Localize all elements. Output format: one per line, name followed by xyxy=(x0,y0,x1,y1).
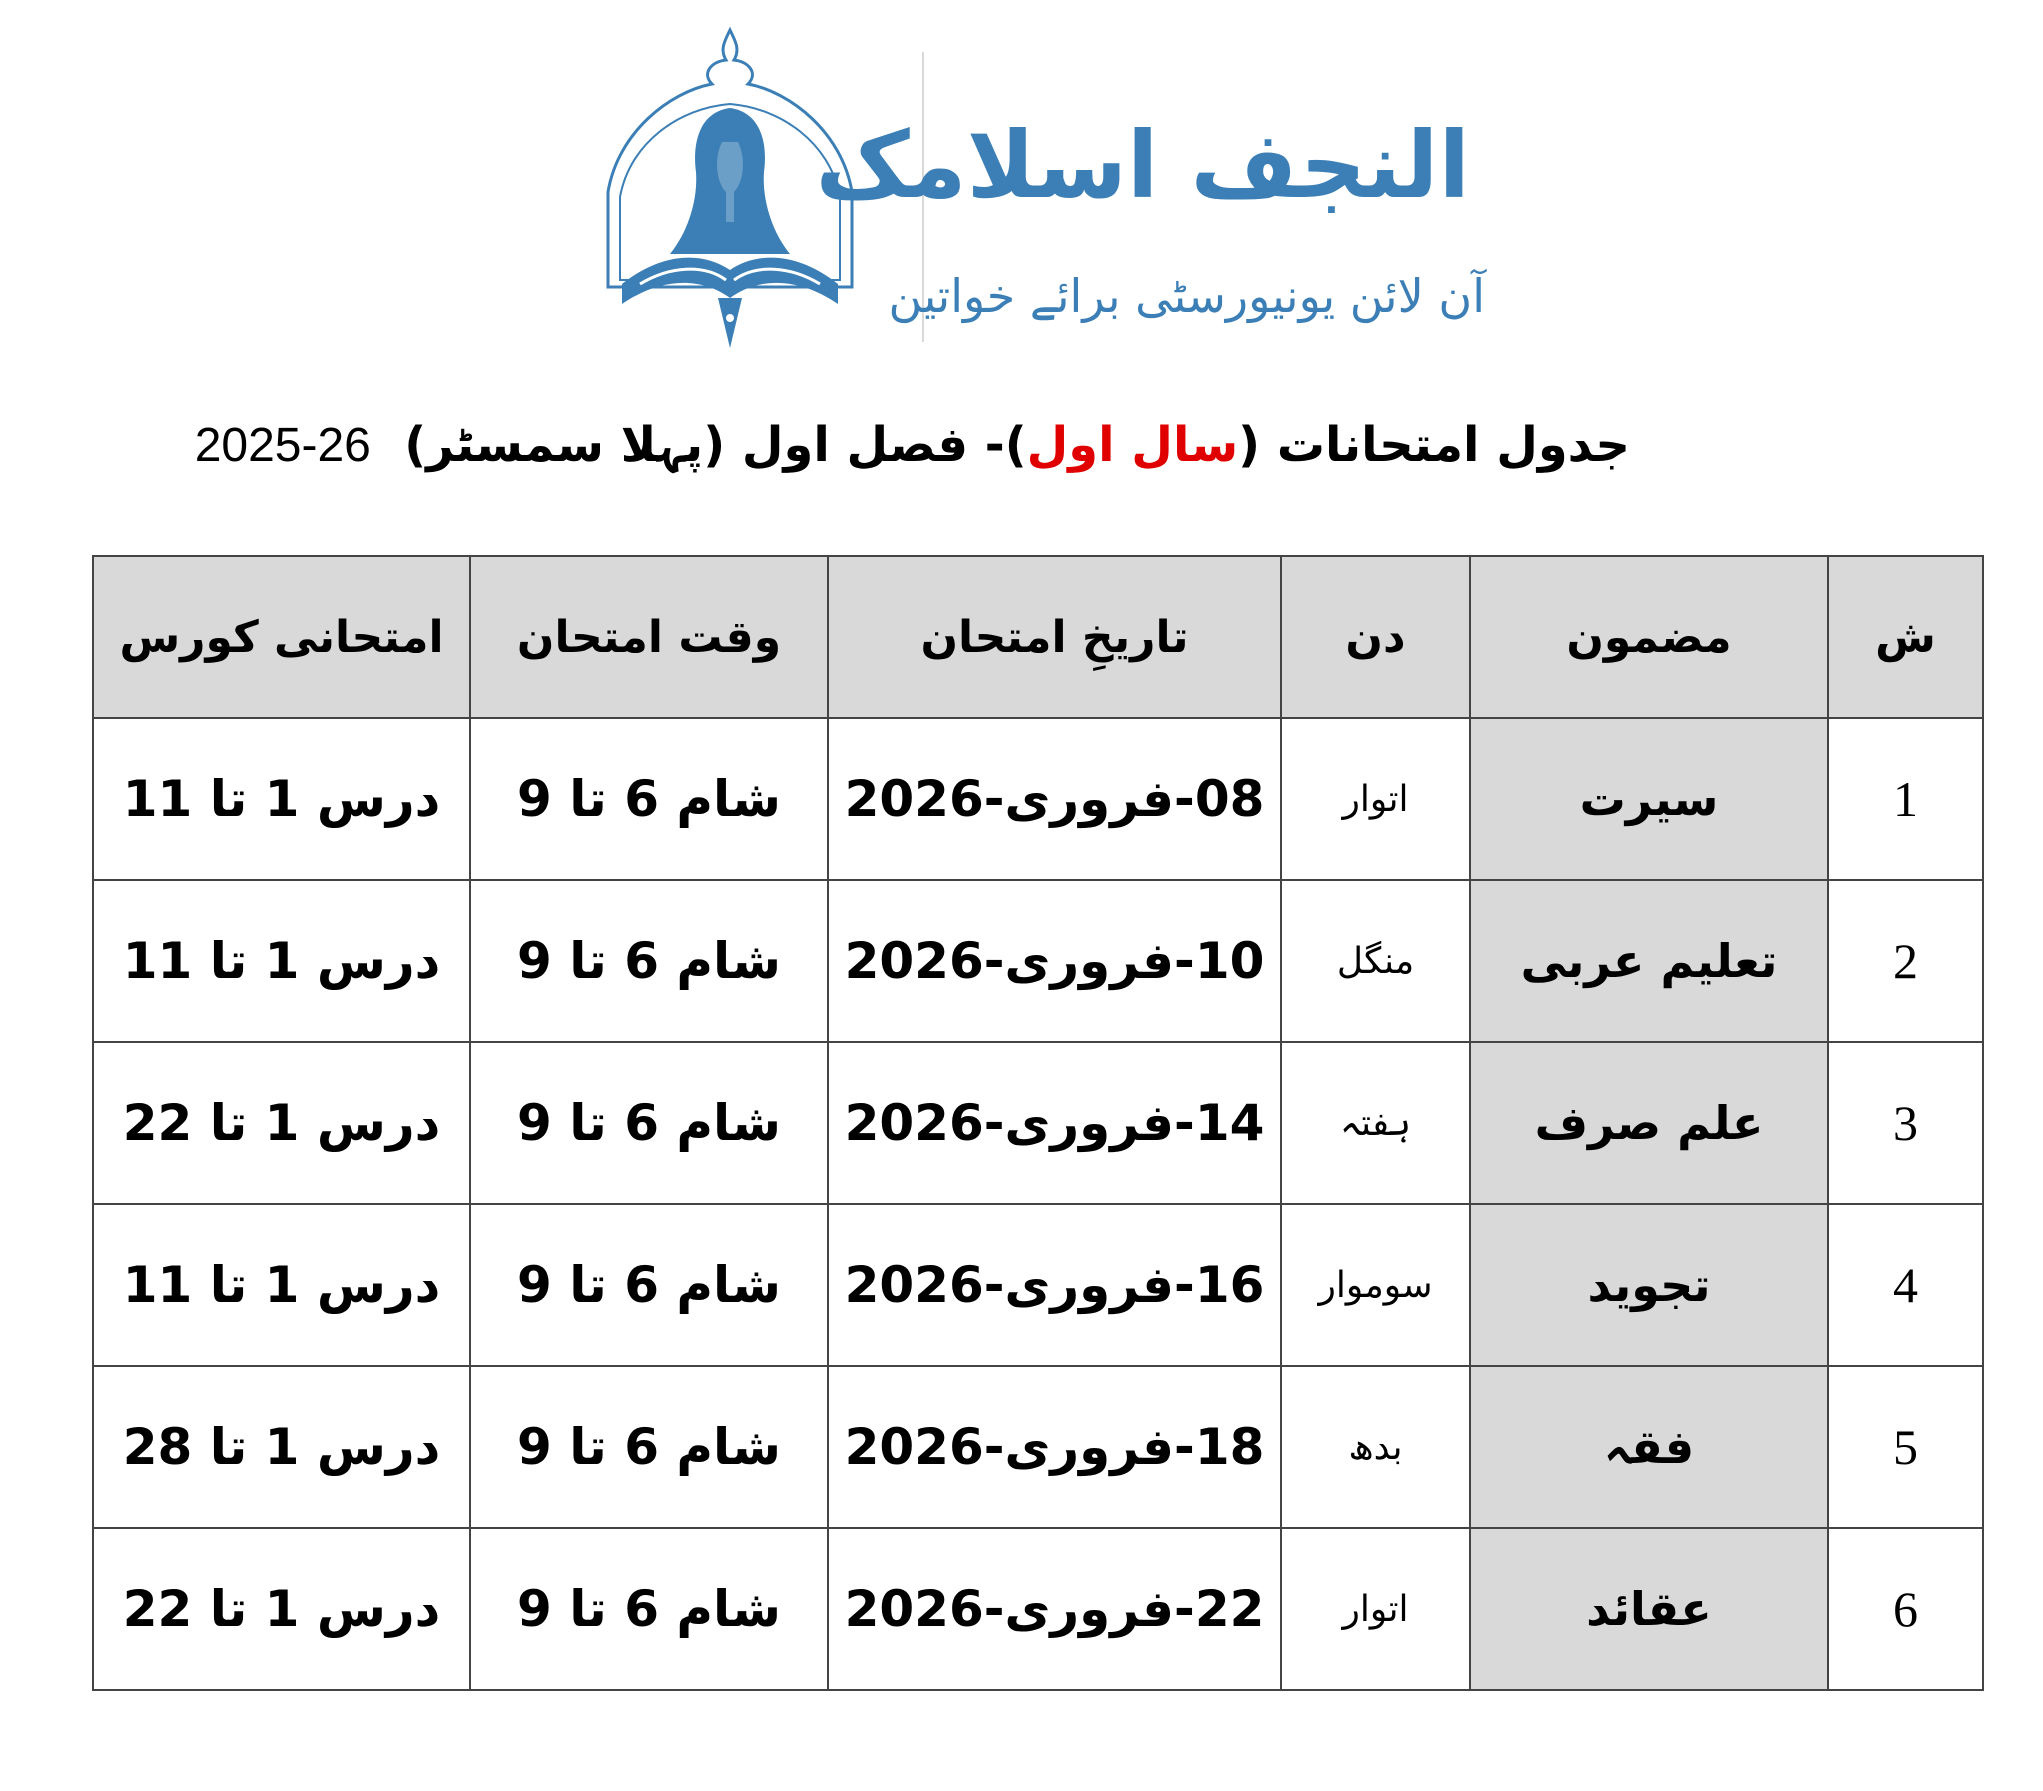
cell-subject: علم صرف xyxy=(1470,1042,1828,1204)
cell-course: درس 1 تا 22 xyxy=(93,1042,470,1204)
logo-wordmark xyxy=(815,22,1500,352)
cell-sno: 2 xyxy=(1828,880,1983,1042)
title-year: 2025-26 xyxy=(194,419,371,472)
logo-name: النجف اسلامک xyxy=(815,112,1470,219)
table-row xyxy=(93,1204,1983,1366)
table-row xyxy=(93,880,1983,1042)
cell-date: 14-فروری-2026 xyxy=(828,1042,1281,1204)
page-title xyxy=(194,400,1630,490)
cell-date: 10-فروری-2026 xyxy=(828,880,1281,1042)
cell-course: درس 1 تا 11 xyxy=(93,1204,470,1366)
header-day: دن xyxy=(1281,556,1470,718)
cell-course: درس 1 تا 11 xyxy=(93,880,470,1042)
cell-sno: 5 xyxy=(1828,1366,1983,1528)
cell-day: بدھ xyxy=(1281,1366,1470,1528)
title-highlight: سال اول xyxy=(1026,417,1239,473)
table-header-row xyxy=(93,556,1983,718)
cell-date: 16-فروری-2026 xyxy=(828,1204,1281,1366)
logo-tagline: آن لائن یونیورسٹی برائے خواتین xyxy=(888,269,1485,323)
cell-subject: عقائد xyxy=(1470,1528,1828,1690)
cell-course: درس 1 تا 22 xyxy=(93,1528,470,1690)
title-prefix: جدول امتحانات ( xyxy=(1238,417,1630,473)
title-suffix: )- فصل اول (پہلا سمسٹر) xyxy=(404,417,1027,473)
cell-sno: 3 xyxy=(1828,1042,1983,1204)
cell-time: شام 6 تا 9 xyxy=(470,880,828,1042)
cell-date: 22-فروری-2026 xyxy=(828,1528,1281,1690)
cell-time: شام 6 تا 9 xyxy=(470,1528,828,1690)
cell-day: سوموار xyxy=(1281,1204,1470,1366)
header-date: تاریخِ امتحان xyxy=(828,556,1281,718)
cell-time: شام 6 تا 9 xyxy=(470,1366,828,1528)
cell-date: 18-فروری-2026 xyxy=(828,1366,1281,1528)
cell-day: ہفتہ xyxy=(1281,1042,1470,1204)
cell-subject: تجوید xyxy=(1470,1204,1828,1366)
cell-time: شام 6 تا 9 xyxy=(470,718,828,880)
exam-schedule-table xyxy=(92,555,1984,1691)
cell-time: شام 6 تا 9 xyxy=(470,1042,828,1204)
logo xyxy=(600,22,1500,352)
header-course: امتحانی کورس xyxy=(93,556,470,718)
cell-day: منگل xyxy=(1281,880,1470,1042)
header-subject: مضمون xyxy=(1470,556,1828,718)
cell-sno: 4 xyxy=(1828,1204,1983,1366)
header-time: وقت امتحان xyxy=(470,556,828,718)
cell-time: شام 6 تا 9 xyxy=(470,1204,828,1366)
cell-subject: سیرت xyxy=(1470,718,1828,880)
cell-subject: فقہ xyxy=(1470,1366,1828,1528)
cell-day: اتوار xyxy=(1281,718,1470,880)
table-row xyxy=(93,718,1983,880)
cell-sno: 1 xyxy=(1828,718,1983,880)
cell-subject: تعلیم عربی xyxy=(1470,880,1828,1042)
header-sno: ش xyxy=(1828,556,1983,718)
cell-course: درس 1 تا 28 xyxy=(93,1366,470,1528)
cell-date: 08-فروری-2026 xyxy=(828,718,1281,880)
cell-sno: 6 xyxy=(1828,1528,1983,1690)
table-row xyxy=(93,1528,1983,1690)
cell-course: درس 1 تا 11 xyxy=(93,718,470,880)
table-row xyxy=(93,1366,1983,1528)
cell-day: اتوار xyxy=(1281,1528,1470,1690)
table-row xyxy=(93,1042,1983,1204)
